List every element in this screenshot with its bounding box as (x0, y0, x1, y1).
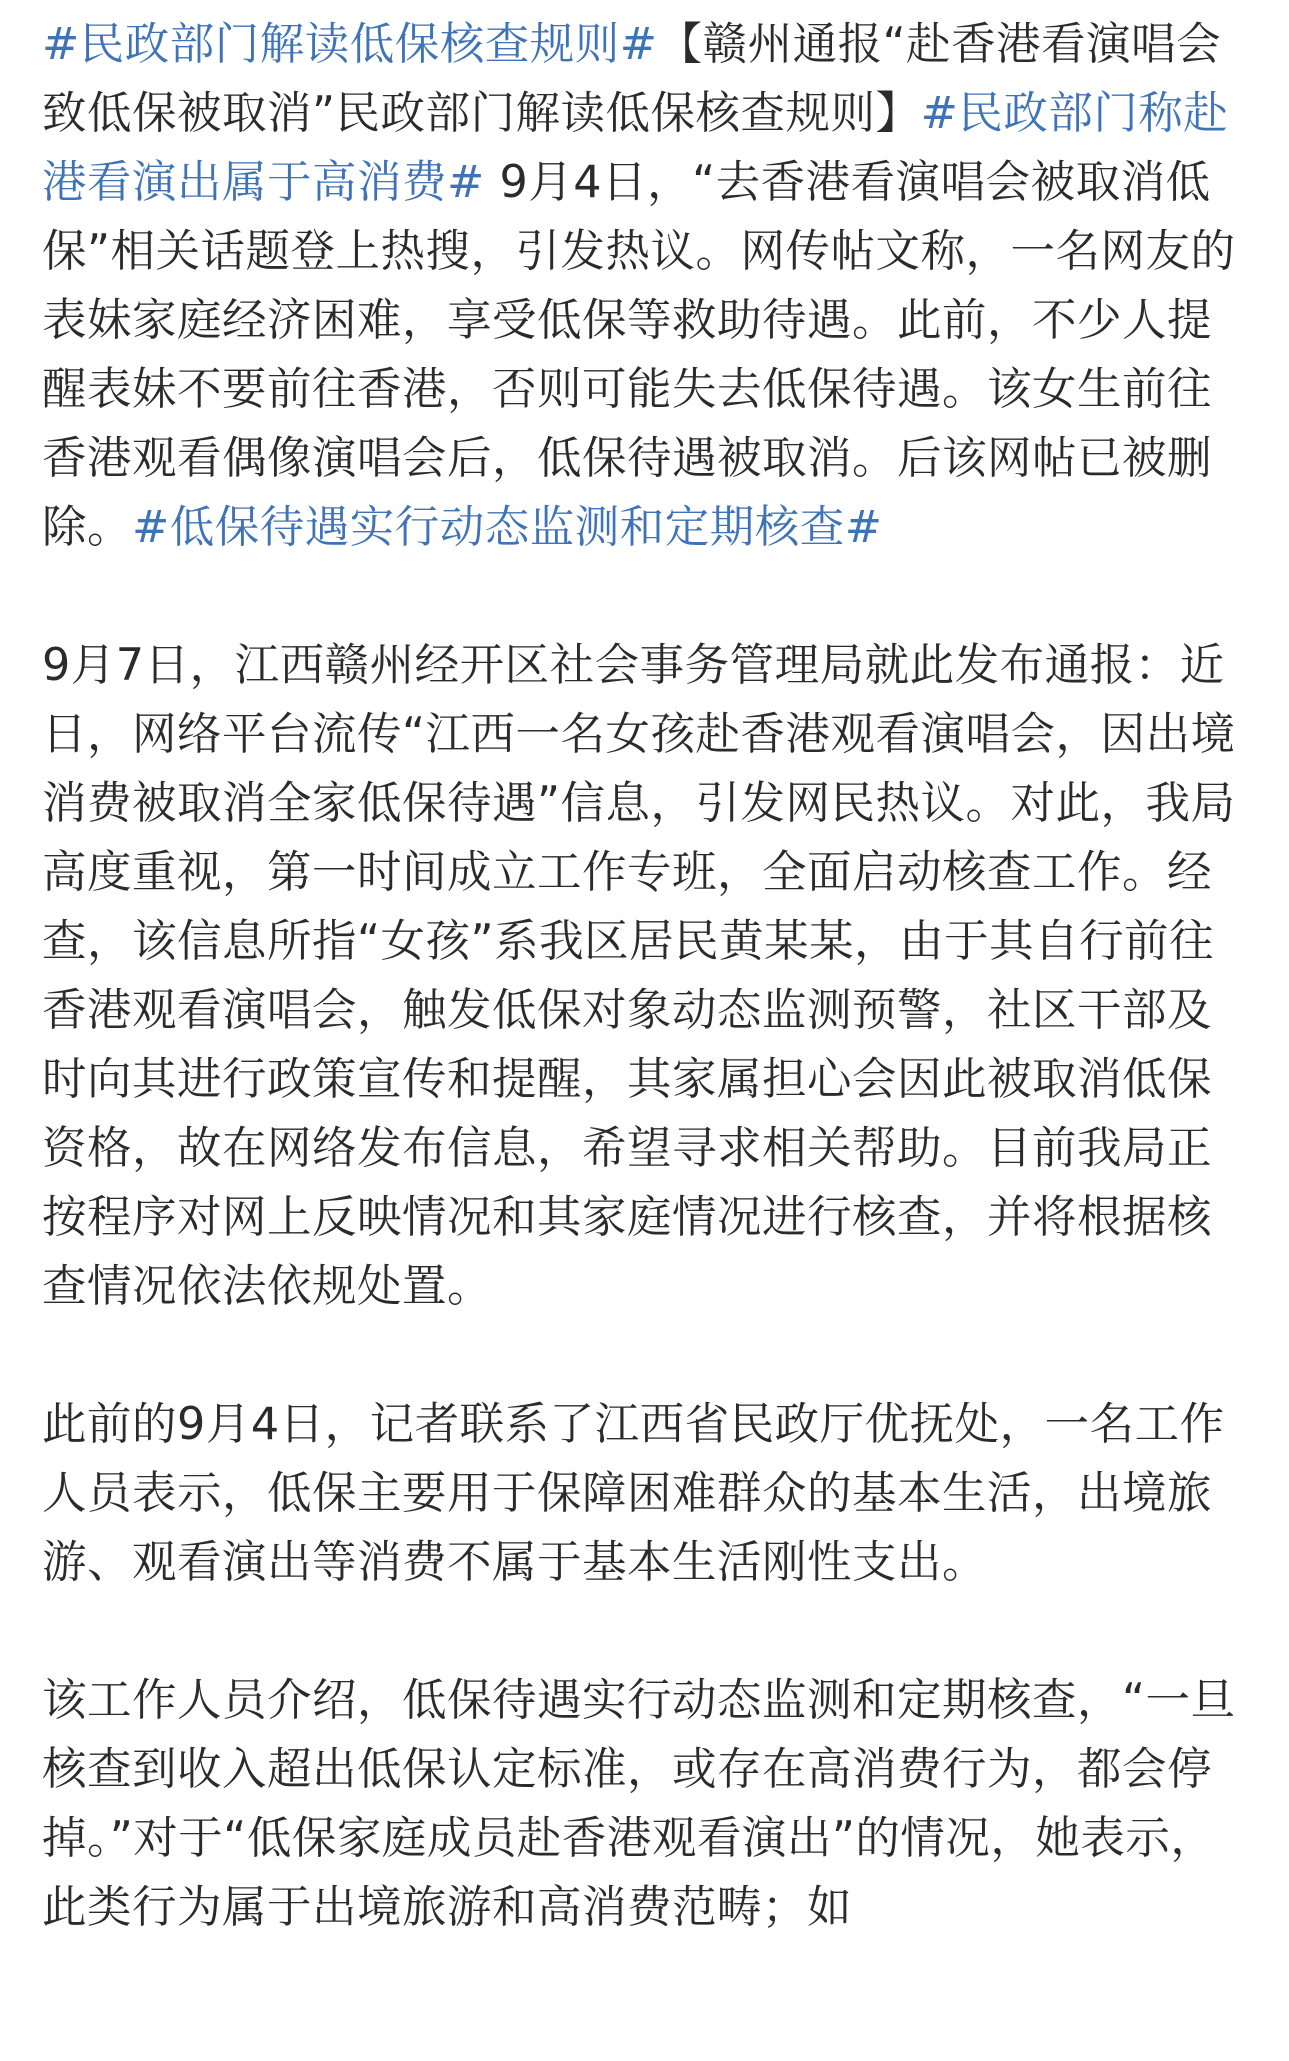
post-headline: 【赣州通报“赴香港看演唱会致低保被取消”民政部门解读低保核查规则】 (42, 19, 1222, 139)
post-paragraph (42, 10, 1242, 562)
post-content (42, 10, 1242, 1942)
post-paragraph: 该工作人员介绍，低保待遇实行动态监测和定期核查，“一旦核查到收入超出低保认定标准，或存在高消费行为，都会停掉。”对于“低保家庭成员赴香港观看演出”的情况，她表示，此类行为属于出境旅游和高消费范畴；如 (42, 1675, 1236, 1933)
text-fade-overlay (0, 1991, 1289, 2061)
post-paragraph: 此前的9月4日，记者联系了江西省民政厅优抚处，一名工作人员表示，低保主要用于保障困难群众的基本生活，出境旅游、观看演出等消费不属于基本生活刚性支出。 (42, 1399, 1225, 1588)
topic-link[interactable]: #低保待遇实行动态监测和定期核查# (132, 502, 883, 553)
topic-link[interactable]: #民政部门称赴港看演出属于高消费# (42, 88, 1229, 208)
post-body-text: 9月4日，“去香港看演唱会被取消低保”相关话题登上热搜，引发热议。网传帖文称，一名网友的表妹家庭经济困难，享受低保等救助待遇。此前，不少人提醒表妹不要前往香港，否则可能失去低保待遇。该女生前往香港观看偶像演唱会后，低保待遇被取消。后该网帖已被删除。 (42, 157, 1236, 553)
post-paragraph: 9月7日，江西赣州经开区社会事务管理局就此发布通报：近日，网络平台流传“江西一名女孩赴香港观看演唱会，因出境消费被取消全家低保待遇”信息，引发网民热议。对此，我局高度重视，第一时间成立工作专班，全面启动核查工作。经查，该信息所指“女孩”系我区居民黄某某，由于其自行前往香港观看演唱会，触发低保对象动态监测预警，社区干部及时向其进行政策宣传和提醒，其家属担心会因此被取消低保资格，故在网络发布信息，希望寻求相关帮助。目前我局正按程序对网上反映情况和其家庭情况进行核查，并将根据核查情况依法依规处置。 (42, 640, 1236, 1312)
topic-link[interactable]: #民政部门解读低保核查规则# (42, 19, 658, 70)
